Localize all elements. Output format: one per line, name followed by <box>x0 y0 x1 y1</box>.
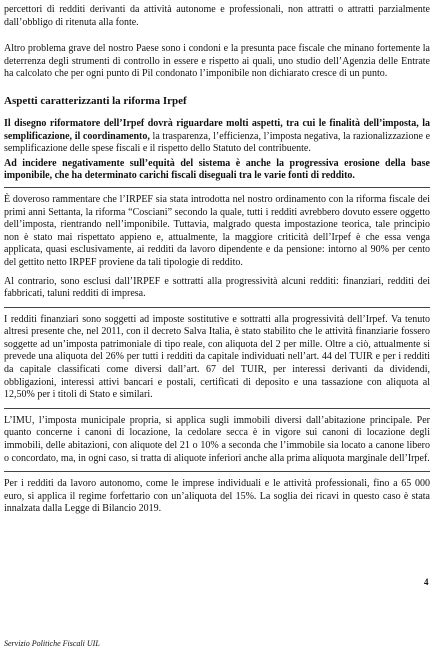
document-page <box>4 4 430 522</box>
page-number: 4 <box>424 577 429 587</box>
paragraph-7: Per i redditi da lavoro autonomo, come le imprese individuali e le attività professionali, fino a 65 000 euro, si applica il regime forfettario con un’aliquota del 15%. La soglia dei ricavi in questo caso è stata innalzata dalla Legge di Bilancio 2019. <box>4 478 430 515</box>
paragraph-4: Al contrario, sono esclusi dall’IRPEF e sottratti alla progressività alcuni redditi: finanziari, redditi dei fabbricati, taluni redditi di impresa. <box>4 275 430 300</box>
section-heading: Aspetti caratterizzanti la riforma Irpef <box>4 94 187 107</box>
divider <box>4 187 430 188</box>
bold-paragraph-1 <box>4 118 430 156</box>
divider <box>4 307 430 308</box>
divider <box>4 471 430 472</box>
paragraph-5: I redditi finanziari sono soggetti ad imposte sostitutive e sottratti alla progressività dell’Irpef. Va tenuto altresì presente che, nel 2011, con il decreto Salva Italia, è stato stabilito che le attività finanziarie fossero soggette ad un’imposta patrimoniale di tipo reale, con aliquota del 2 per mille. Oltre a ciò, attualmente si prevede una aliquota del 26% per tutti i redditi da capitale individuati nell’art. 44 del TUIR e per i redditi da capitale classificati come diversi dall’art. 67 del TUIR, per interessi derivanti da dividendi, obbligazioni, interessi attivi bancari e postali, certificati di deposito e una tassazione con aliquota al 12,50% per i titoli di Stato e similari. <box>4 313 430 401</box>
footer-source: Servizio Politiche Fiscali UIL <box>4 639 100 648</box>
intro-paragraph-1: percettori di redditi derivanti da attività autonome e professionali, non attratti o attratti parzialmente dall’obbligo di ritenuta alla fonte. <box>4 4 430 28</box>
bold-lead: Il disegno riformatore dell’Irpef dovrà riguardare molti aspetti, tra cui le finalità dell’imposta, la semplificazione, il coordinamento, <box>4 117 430 142</box>
paragraph-rest: la trasparenza, l’efficienza, l’imposta negativa, la razionalizzazione e semplificazione delle spese fiscali e il rispetto dello Statuto del contribuente. <box>4 130 431 155</box>
paragraph-6: L’IMU, l’imposta municipale propria, si applica sugli immobili diversi dall’abitazione principale. Per quanto concerne i canoni di locazione, la cedolare secca è in vigore sui canoni di locazione degli immobili, delle abitazioni, con aliquote del 21 o 10% a seconda che l’immobile sia locato a canone libero o concordato, ma, in ogni caso, si tratta di aliquote inferiori anche alla prima aliquota marginale dell’Irpef. <box>4 414 430 464</box>
paragraph-3: È doveroso rammentare che l’IRPEF sia stata introdotta nel nostro ordinamento con la riforma fiscale dei primi anni Settanta, la riforma “Cosciani” secondo la quale, tutti i redditi avrebbero dovuto essere oggetto dell’imposta, rientrando nell’imponibile. Tuttavia, malgrado questa impostazione teorica, tale principio non è stato mai rispettato appieno e, attualmente, la maggiore criticità dell’Irpef è che essa venga applicata, quasi esclusivamente, ai redditi da lavoro dipendente e da pensione: intorno al 90% per cento del gettito netto IRPEF proviene da tali tipologie di reddito. <box>4 193 430 268</box>
intro-paragraph-2: Altro problema grave del nostro Paese sono i condoni e la presunta pace fiscale che minano fortemente la deterrenza degli strumenti di controllo in essere e rispetto ai quali, uno studio dell’Agenzia delle Entrate ha calcolato che per ogni punto di Pil condonato l’imponibile non dichiarato cresce di un punto. <box>4 43 430 80</box>
divider <box>4 408 430 409</box>
bold-paragraph-2: Ad incidere negativamente sull’equità del sistema è anche la progressiva erosione della base imponibile, che ha determinato carichi fiscali diseguali tra le varie fonti di reddito. <box>4 157 430 182</box>
